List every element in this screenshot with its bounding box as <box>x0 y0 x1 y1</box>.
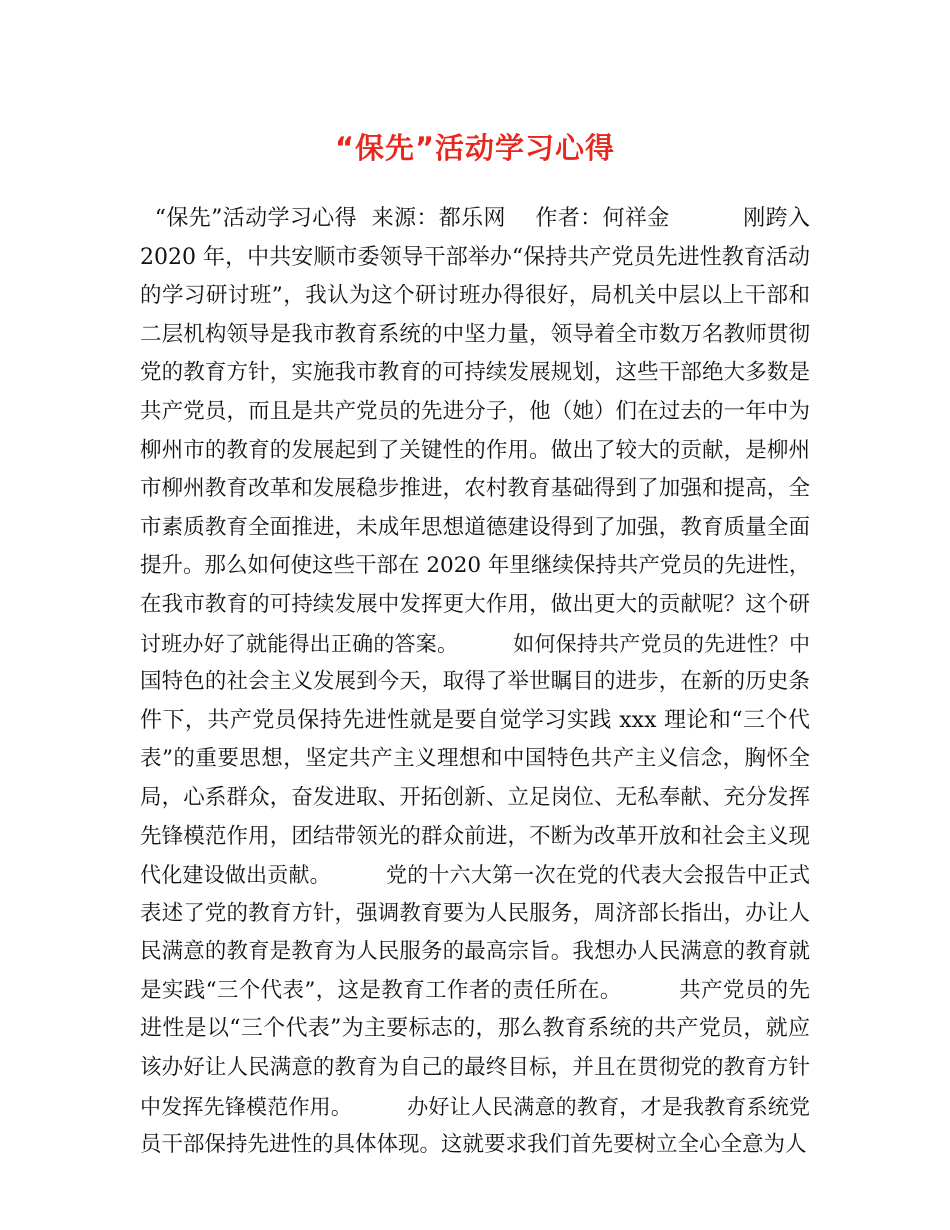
body-line: 先锋模范作用，团结带领光的群众前进，不断为改革开放和社会主义现 <box>140 823 810 849</box>
body-line: 共产党员，而且是共产党员的先进分子，他（她）们在过去的一年中为 <box>140 398 810 424</box>
body-line: 是实践“三个代表”，这是教育工作者的责任所在。 共产党员的先 <box>140 977 810 1003</box>
body-line: 讨班办好了就能得出正确的答案。 如何保持共产党员的先进性？中 <box>140 631 810 656</box>
body-line: 柳州市的教育的发展起到了关键性的作用。做出了较大的贡献，是柳州 <box>140 437 810 463</box>
body-line: 提升。那么如何使这些干部在 2020 年里继续保持共产党员的先进性， <box>140 553 811 579</box>
document-body <box>140 200 810 1165</box>
body-line: 代化建设做出贡献。 党的十六大第一次在党的代表大会报告中正式 <box>140 863 810 888</box>
body-line: 的学习研讨班”，我认为这个研讨班办得很好，局机关中层以上干部和 <box>140 283 810 309</box>
body-line: 二层机构领导是我市教育系统的中坚力量，领导着全市数万名教师贯彻 <box>140 321 810 347</box>
body-line: 该办好让人民满意的教育为自己的最终目标，并且在贯彻党的教育方针 <box>140 1055 810 1081</box>
body-line: 2020 年，中共安顺市委领导干部举办“保持共产党员先进性教育活动 <box>140 244 810 270</box>
body-line: 件下，共产党员保持先进性就是要自觉学习实践 xxx 理论和“三个代 <box>140 707 810 733</box>
body-line: 市柳州教育改革和发展稳步推进，农村教育基础得到了加强和提高，全 <box>140 476 810 502</box>
document-title: “保先”活动学习心得 <box>334 131 616 165</box>
body-line: 表述了党的教育方针，强调教育要为人民服务，周济部长指出，办让人 <box>140 900 810 926</box>
body-line: 民满意的教育是教育为人民服务的最高宗旨。我想办人民满意的教育就 <box>140 939 810 965</box>
body-line: 进性是以“三个代表”为主要标志的，那么教育系统的共产党员，就应 <box>140 1016 810 1042</box>
body-line: 中发挥先锋模范作用。 办好让人民满意的教育，才是我教育系统党 <box>140 1094 810 1119</box>
body-line: 表”的重要思想，坚定共产主义理想和中国特色共产主义信念，胸怀全 <box>140 746 810 772</box>
body-line: 国特色的社会主义发展到今天，取得了举世瞩目的进步，在新的历史条 <box>140 669 810 695</box>
body-line: 市素质教育全面推进，未成年思想道德建设得到了加强，教育质量全面 <box>140 514 810 540</box>
body-line: “保先”活动学习心得 来源：都乐网 作者：何祥金 刚跨入 <box>140 206 810 231</box>
body-line: 在我市教育的可持续发展中发挥更大作用，做出更大的贡献呢？这个研 <box>140 591 810 617</box>
body-line: 员干部保持先进性的具体体现。这就要求我们首先要树立全心全意为人 <box>140 1132 807 1158</box>
body-line: 党的教育方针，实施我市教育的可持续发展规划，这些干部绝大多数是 <box>140 360 810 386</box>
body-line: 局，心系群众，奋发进取、开拓创新、立足岗位、无私奉献、充分发挥 <box>140 784 810 810</box>
